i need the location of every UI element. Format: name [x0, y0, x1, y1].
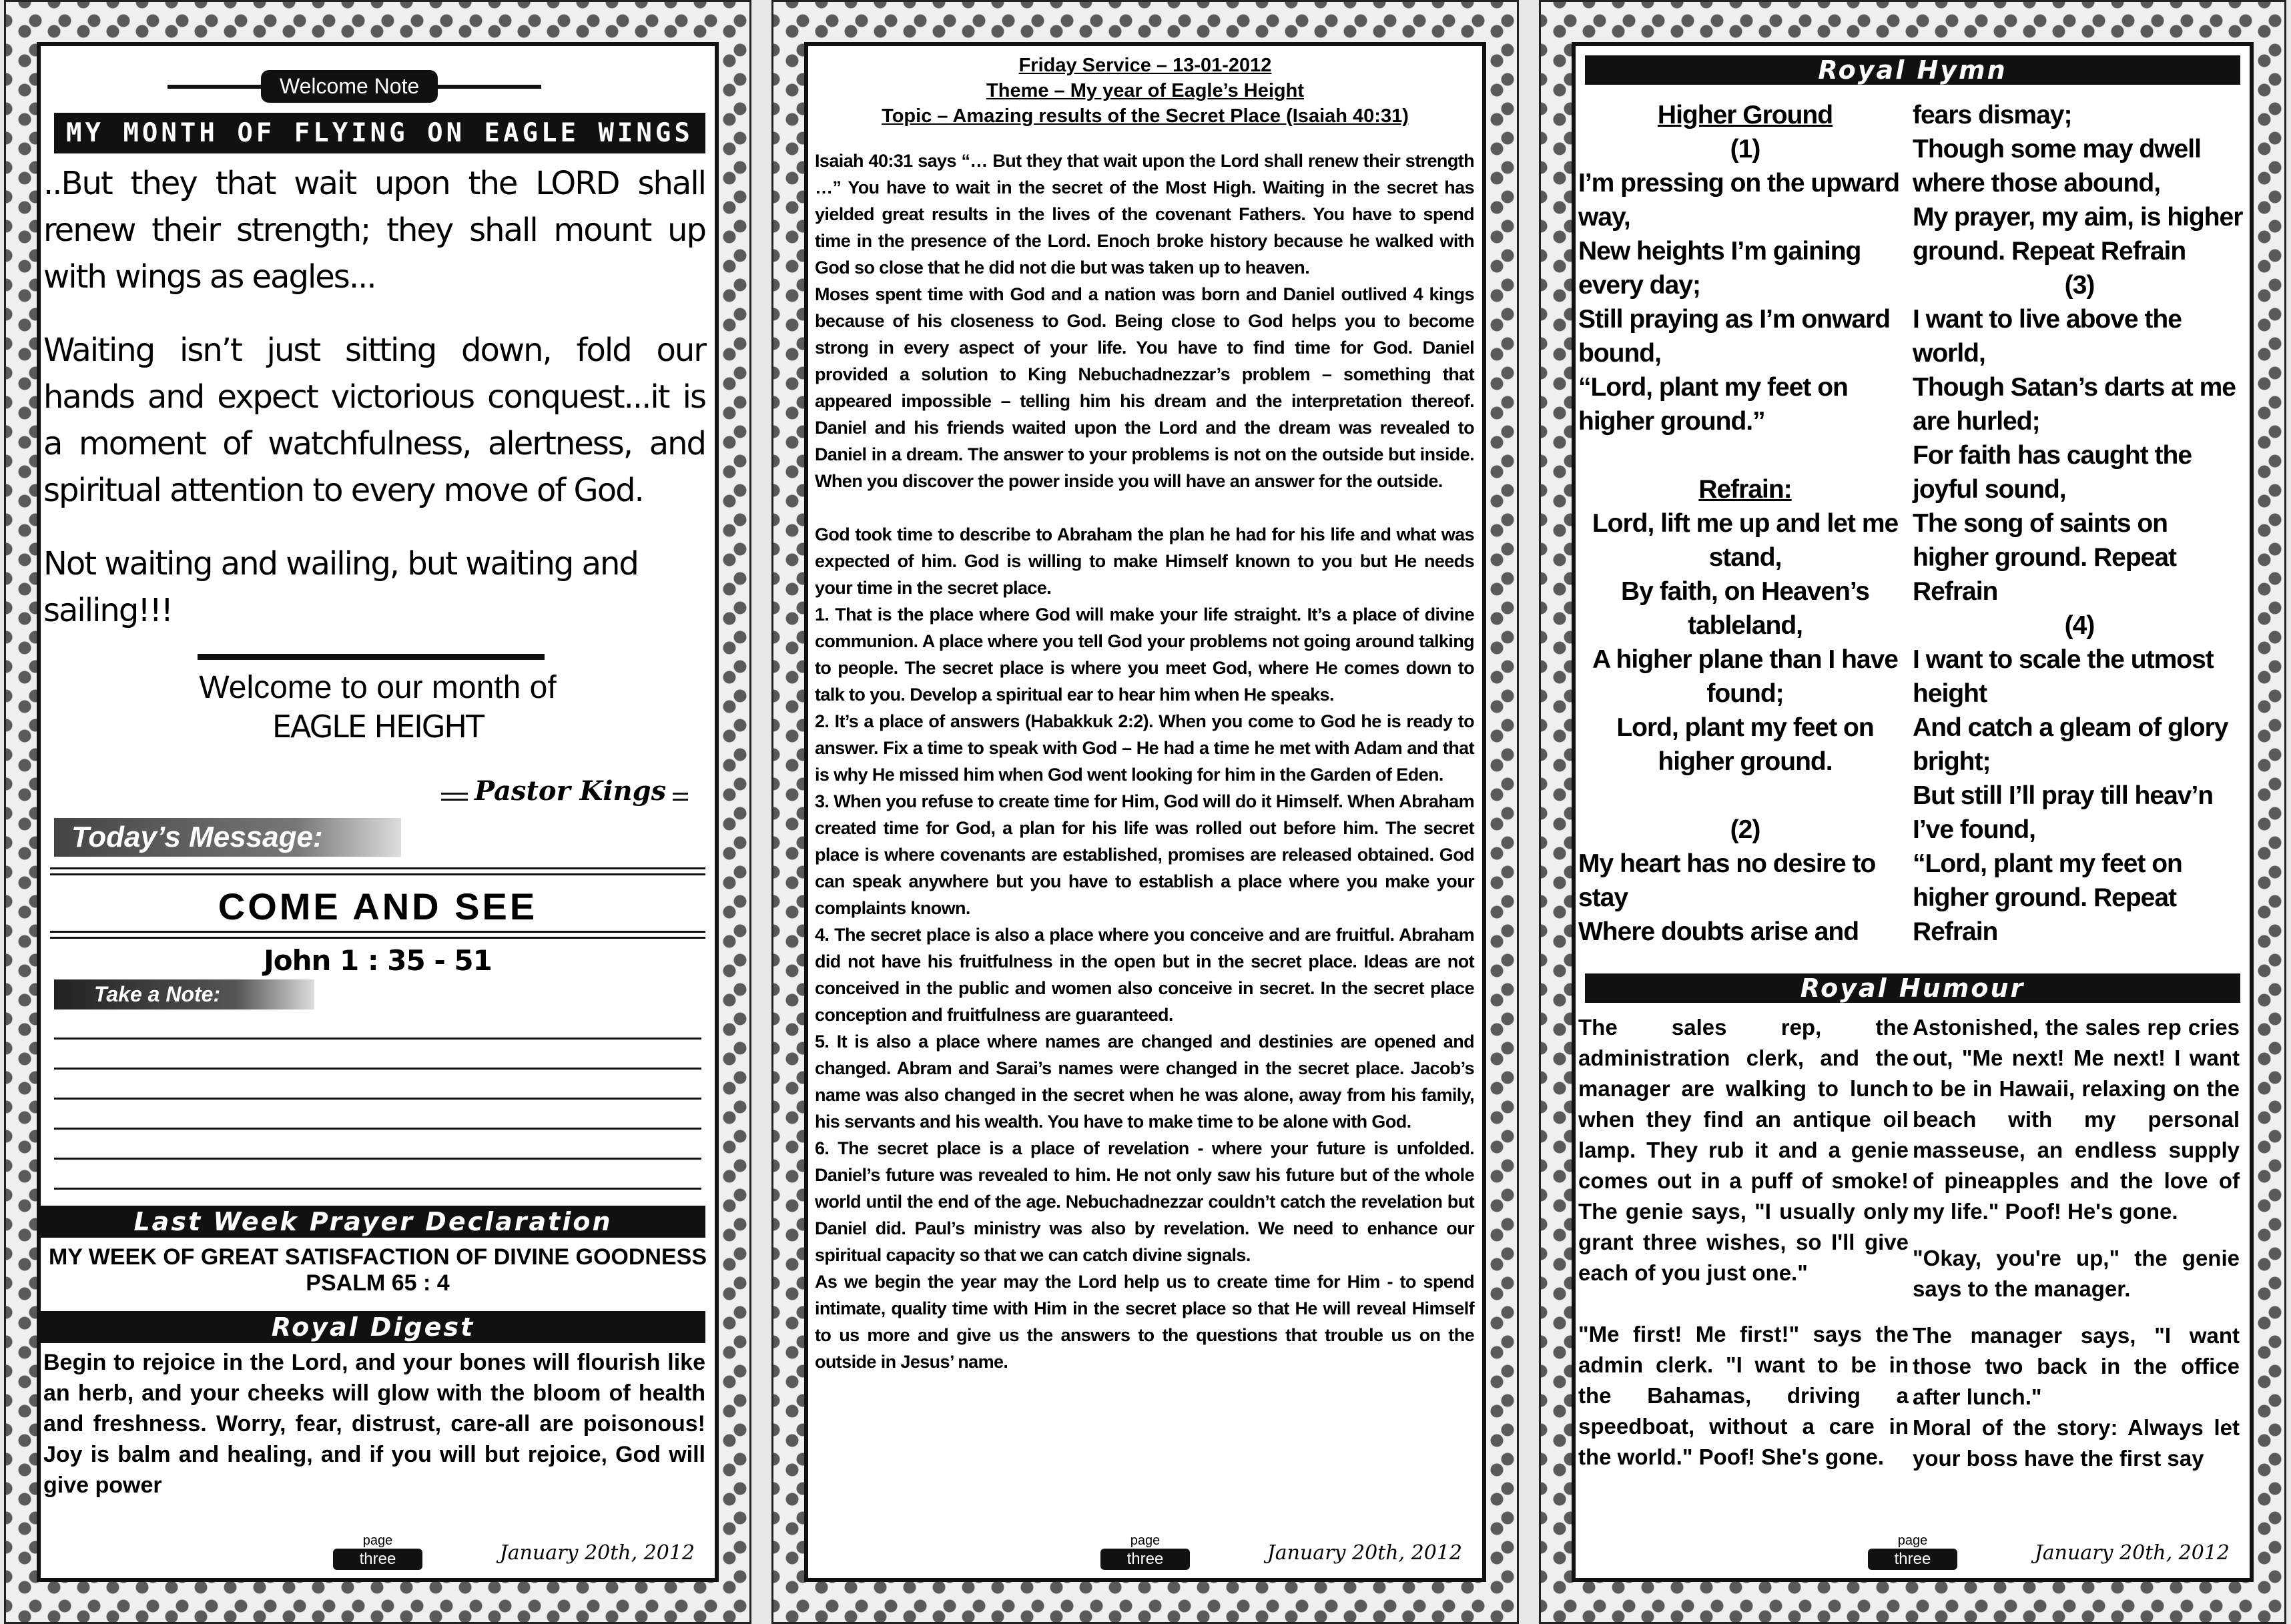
note-line[interactable]: [54, 1160, 701, 1190]
page-number: [278, 1533, 478, 1570]
sermon-paragraph: 4. The secret place is also a place where you conceive and are fruitful. Abraham did not have his fruitfulness in the open but in the secret place. Ideas are not conceived in the public and women also conceive in secret. In the secret place conception and fruitfulness are guaranteed.: [815, 925, 1474, 1025]
hymn-verse-3: I want to live above the world, Though Satan’s darts at me are hurled; For faith has caught the joyful sound, The song of saints on higher ground. Repeat Refrain: [1913, 305, 2236, 606]
verse-number: (3): [2064, 271, 2095, 300]
panel-right: [1539, 0, 2286, 1624]
waiting-paragraph: Waiting isn’t just sitting down, fold our hands and expect victorious conquest...it is a moment of watchfulness, alertness, and spiritual attention to every move of God.: [43, 332, 705, 509]
page-number: [1045, 1533, 1245, 1570]
hymn-column-right: [1913, 98, 2246, 949]
panel-left: [4, 0, 751, 1624]
humour-story-5: The manager says, "I want those two back in the office after lunch.": [1913, 1323, 2240, 1409]
humour-column-right: [1913, 1012, 2240, 1474]
hymn-refrain: Lord, lift me up and let me stand, By faith, on Heaven’s tableland, A higher plane than I have found; Lord, plant my feet on higher ground.: [1592, 509, 1899, 776]
issue-date: January 20th, 2012: [2034, 1541, 2230, 1565]
page-footer: [808, 1531, 1482, 1571]
hymn-verse-2-continued: fears dismay; Though some may dwell where those abound, My prayer, my aim, is higher ground. Repeat Refrain: [1913, 101, 2243, 266]
page-number-box: three: [333, 1549, 423, 1570]
page-number: [1813, 1533, 2013, 1570]
sermon-paragraph: 6. The secret place is a place of revelation - where your future is unfolded. Daniel’s future was revealed to him. He not only saw his future but of the whole world until the end of the age. Nebuchadnezzar couldn’t catch the revelation but Daniel did. Paul’s ministry was also by revelation. We need to enhance our spiritual capacity so that we can catch divine signals.: [815, 1138, 1474, 1265]
signature-row: [41, 771, 715, 818]
paragraph-spacer: [815, 494, 1474, 521]
message-title: COME AND SEE: [218, 885, 538, 927]
hymn-verse-1: I’m pressing on the upward way, New heights I’m gaining every day; Still praying as I’m onward bound, “Lord, plant my feet on higher ground.”: [1578, 169, 1900, 436]
humour-column-left: [1578, 1012, 1909, 1473]
humour-header: Royal Humour: [1585, 973, 2240, 1003]
panel-middle: [771, 0, 1519, 1624]
service-theme: Theme – My year of Eagle’s Height: [986, 80, 1304, 101]
take-note-label: Take a Note:: [54, 979, 314, 1009]
hymn-verse-2: My heart has no desire to stay Where doubts arise and: [1578, 849, 1876, 946]
todays-message-label: Today’s Message:: [54, 818, 401, 857]
verse-number: (1): [1730, 135, 1760, 163]
welcome-line-1: Welcome to our month of: [199, 670, 557, 705]
sermon-paragraph: God took time to describe to Abraham the plan he had for his life and what was expected of him. God is willing to make Himself known to you but He needs your time in the secret place.: [815, 524, 1474, 598]
page-footer: [41, 1531, 715, 1571]
note-line[interactable]: [54, 1130, 701, 1160]
page-footer: [1576, 1531, 2250, 1571]
hymn-header: Royal Hymn: [1585, 55, 2240, 85]
sermon-paragraph: 3. When you refuse to create time for Him, God will do it Himself. When Abraham created time for God, a plan for his life was rolled out before him. The secret place is where covenants are established, promises are released obtained. God can speak anywhere but you have to establish a place where you make your complaints known.: [815, 791, 1474, 918]
refrain-title: Refrain:: [1698, 475, 1792, 504]
panel-right-content: [1572, 42, 2254, 1582]
welcome-line-2: EAGLE HEIGHT: [272, 709, 484, 745]
note-line[interactable]: [54, 1040, 701, 1070]
prayer-header: Last Week Prayer Declaration: [41, 1206, 705, 1238]
verse-number: (4): [2064, 611, 2095, 640]
page-number-box: three: [1868, 1549, 1958, 1570]
service-topic: Topic – Amazing results of the Secret Place (Isaiah 40:31): [882, 105, 1409, 127]
sermon-paragraph: 2. It’s a place of answers (Habakkuk 2:2). When you come to God he is ready to answer. Fix a time to speak with God – He had a time he met with Adam and that is why He missed him when God went looking for him in the Garden of Eden.: [815, 711, 1474, 785]
welcome-note-row: [41, 46, 715, 99]
panel-middle-content: [804, 42, 1486, 1582]
page-word: page: [1897, 1533, 1928, 1548]
message-reference: John 1 : 35 - 51: [264, 944, 492, 977]
sermon-body: [815, 147, 1474, 1375]
divider: [50, 867, 705, 875]
service-date: Friday Service – 13-01-2012: [1018, 55, 1272, 76]
digest-header: Royal Digest: [41, 1311, 705, 1343]
intro-paragraph: ..But they that wait upon the LORD shall renew their strength; they shall mount up with wings as eagles...: [43, 165, 705, 296]
page-word: page: [1130, 1533, 1161, 1548]
sermon-paragraph: Moses spent time with God and a nation was born and Daniel outlived 4 kings because of his closeness to God. Being close to God helps you to become strong in every aspect of your life. You have to find time for God. Daniel provided a solution to King Nebuchadnezzar’s problem – something that appeared impossible – telling him his dream and the interpretation thereof. Daniel and his friends waited upon the Lord and the dream was revealed to Daniel in a dream. The answer to your problems is not on the outside but inside. When you discover the power inside you will have an answer for the outside.: [815, 284, 1474, 491]
sermon-paragraph: 1. That is the place where God will make your life straight. It’s a place of divine communion. A place where you tell God your problems not going around talking to people. The secret place is where you meet God, where He comes down to talk to you. Develop a spiritual ear to hear him when He speaks.: [815, 604, 1474, 705]
hymn-column-left: [1578, 98, 1912, 949]
divider: [198, 654, 545, 660]
verse-number: (2): [1730, 815, 1760, 844]
divider: [50, 931, 705, 939]
note-line[interactable]: [54, 1009, 701, 1040]
digest-text: Begin to rejoice in the Lord, and your bones will flourish like an herb, and your cheeks will glow with the bloom of health and freshness. Worry, fear, distrust, care-all are poisonous! Joy is balm and healing, and if you will but rejoice, God will give power: [43, 1350, 705, 1498]
welcome-note-label: Welcome Note: [261, 70, 438, 103]
hymn-verse-4: I want to scale the utmost height And catch a gleam of glory bright; But still I’ll pray till heav’n I’ve found, “Lord, plant my feet on higher ground. Repeat Refrain: [1913, 645, 2228, 946]
humour-moral: Moral of the story: Always let your boss have the first say: [1913, 1415, 2240, 1471]
panel-left-content: [37, 42, 719, 1582]
service-heading: [808, 53, 1482, 129]
prayer-reference: PSALM 65 : 4: [306, 1270, 450, 1296]
note-lines[interactable]: [41, 1009, 715, 1190]
note-line[interactable]: [54, 1100, 701, 1130]
month-title: MY MONTH OF FLYING ON EAGLE WINGS: [54, 113, 705, 153]
issue-date: January 20th, 2012: [1267, 1541, 1462, 1565]
note-line[interactable]: [54, 1070, 701, 1100]
humour-story-2: "Me first! Me first!" says the admin clerk. "I want to be in the Bahamas, driving a speedboat, without a care in the world." Poof! She's gone.: [1578, 1322, 1909, 1469]
sailing-paragraph: Not waiting and wailing, but waiting and sailing!!!: [43, 545, 638, 629]
page-number-box: three: [1100, 1549, 1191, 1570]
pastor-signature: Pastor Kings: [468, 775, 673, 807]
humour-story-4: "Okay, you're up," the genie says to the manager.: [1913, 1246, 2240, 1301]
humour-story-1: The sales rep, the administration clerk, and the manager are walking to lunch when they find an antique oil lamp. They rub it and a genie comes out in a puff of smoke! The genie says, "I usually only grant three wishes, so I'll give each of you just one.": [1578, 1015, 1909, 1285]
humour-story-3: Astonished, the sales rep cries out, "Me next! Me next! I want to be in Hawaii, relaxing on the beach with my personal masseuse, an endless supply of pineapples and the love of my life." Poof! He's gone.: [1913, 1015, 2240, 1224]
prayer-text: MY WEEK OF GREAT SATISFACTION OF DIVINE GOODNESS: [48, 1244, 707, 1270]
issue-date: January 20th, 2012: [499, 1541, 695, 1565]
page-word: page: [362, 1533, 393, 1548]
sermon-paragraph: Isaiah 40:31 says “… But they that wait upon the Lord shall renew their strength …” You have to wait in the secret of the Most High. Waiting in the secret has yielded great results in the lives of the covenant Fathers. You have to spend time in the presence of the Lord. Enoch broke history because he walked with God so close that he did not die but was taken up to heaven.: [815, 151, 1474, 278]
hymn-title: Higher Ground: [1657, 101, 1833, 129]
sermon-paragraph: As we begin the year may the Lord help us to create time for Him - to spend intimate, quality time with Him in the secret place so that He will reveal Himself to us more and give us the answers to the questions that trouble us on the outside in Jesus’ name.: [815, 1272, 1474, 1372]
sermon-paragraph: 5. It is also a place where names are changed and destinies are opened and changed. Abram and Sarai’s names were changed in the secret place. Jacob’s name was also changed in the secret when he was alone, away from his family, his servants and his wealth. You have to make time to be alone with God.: [815, 1032, 1474, 1132]
